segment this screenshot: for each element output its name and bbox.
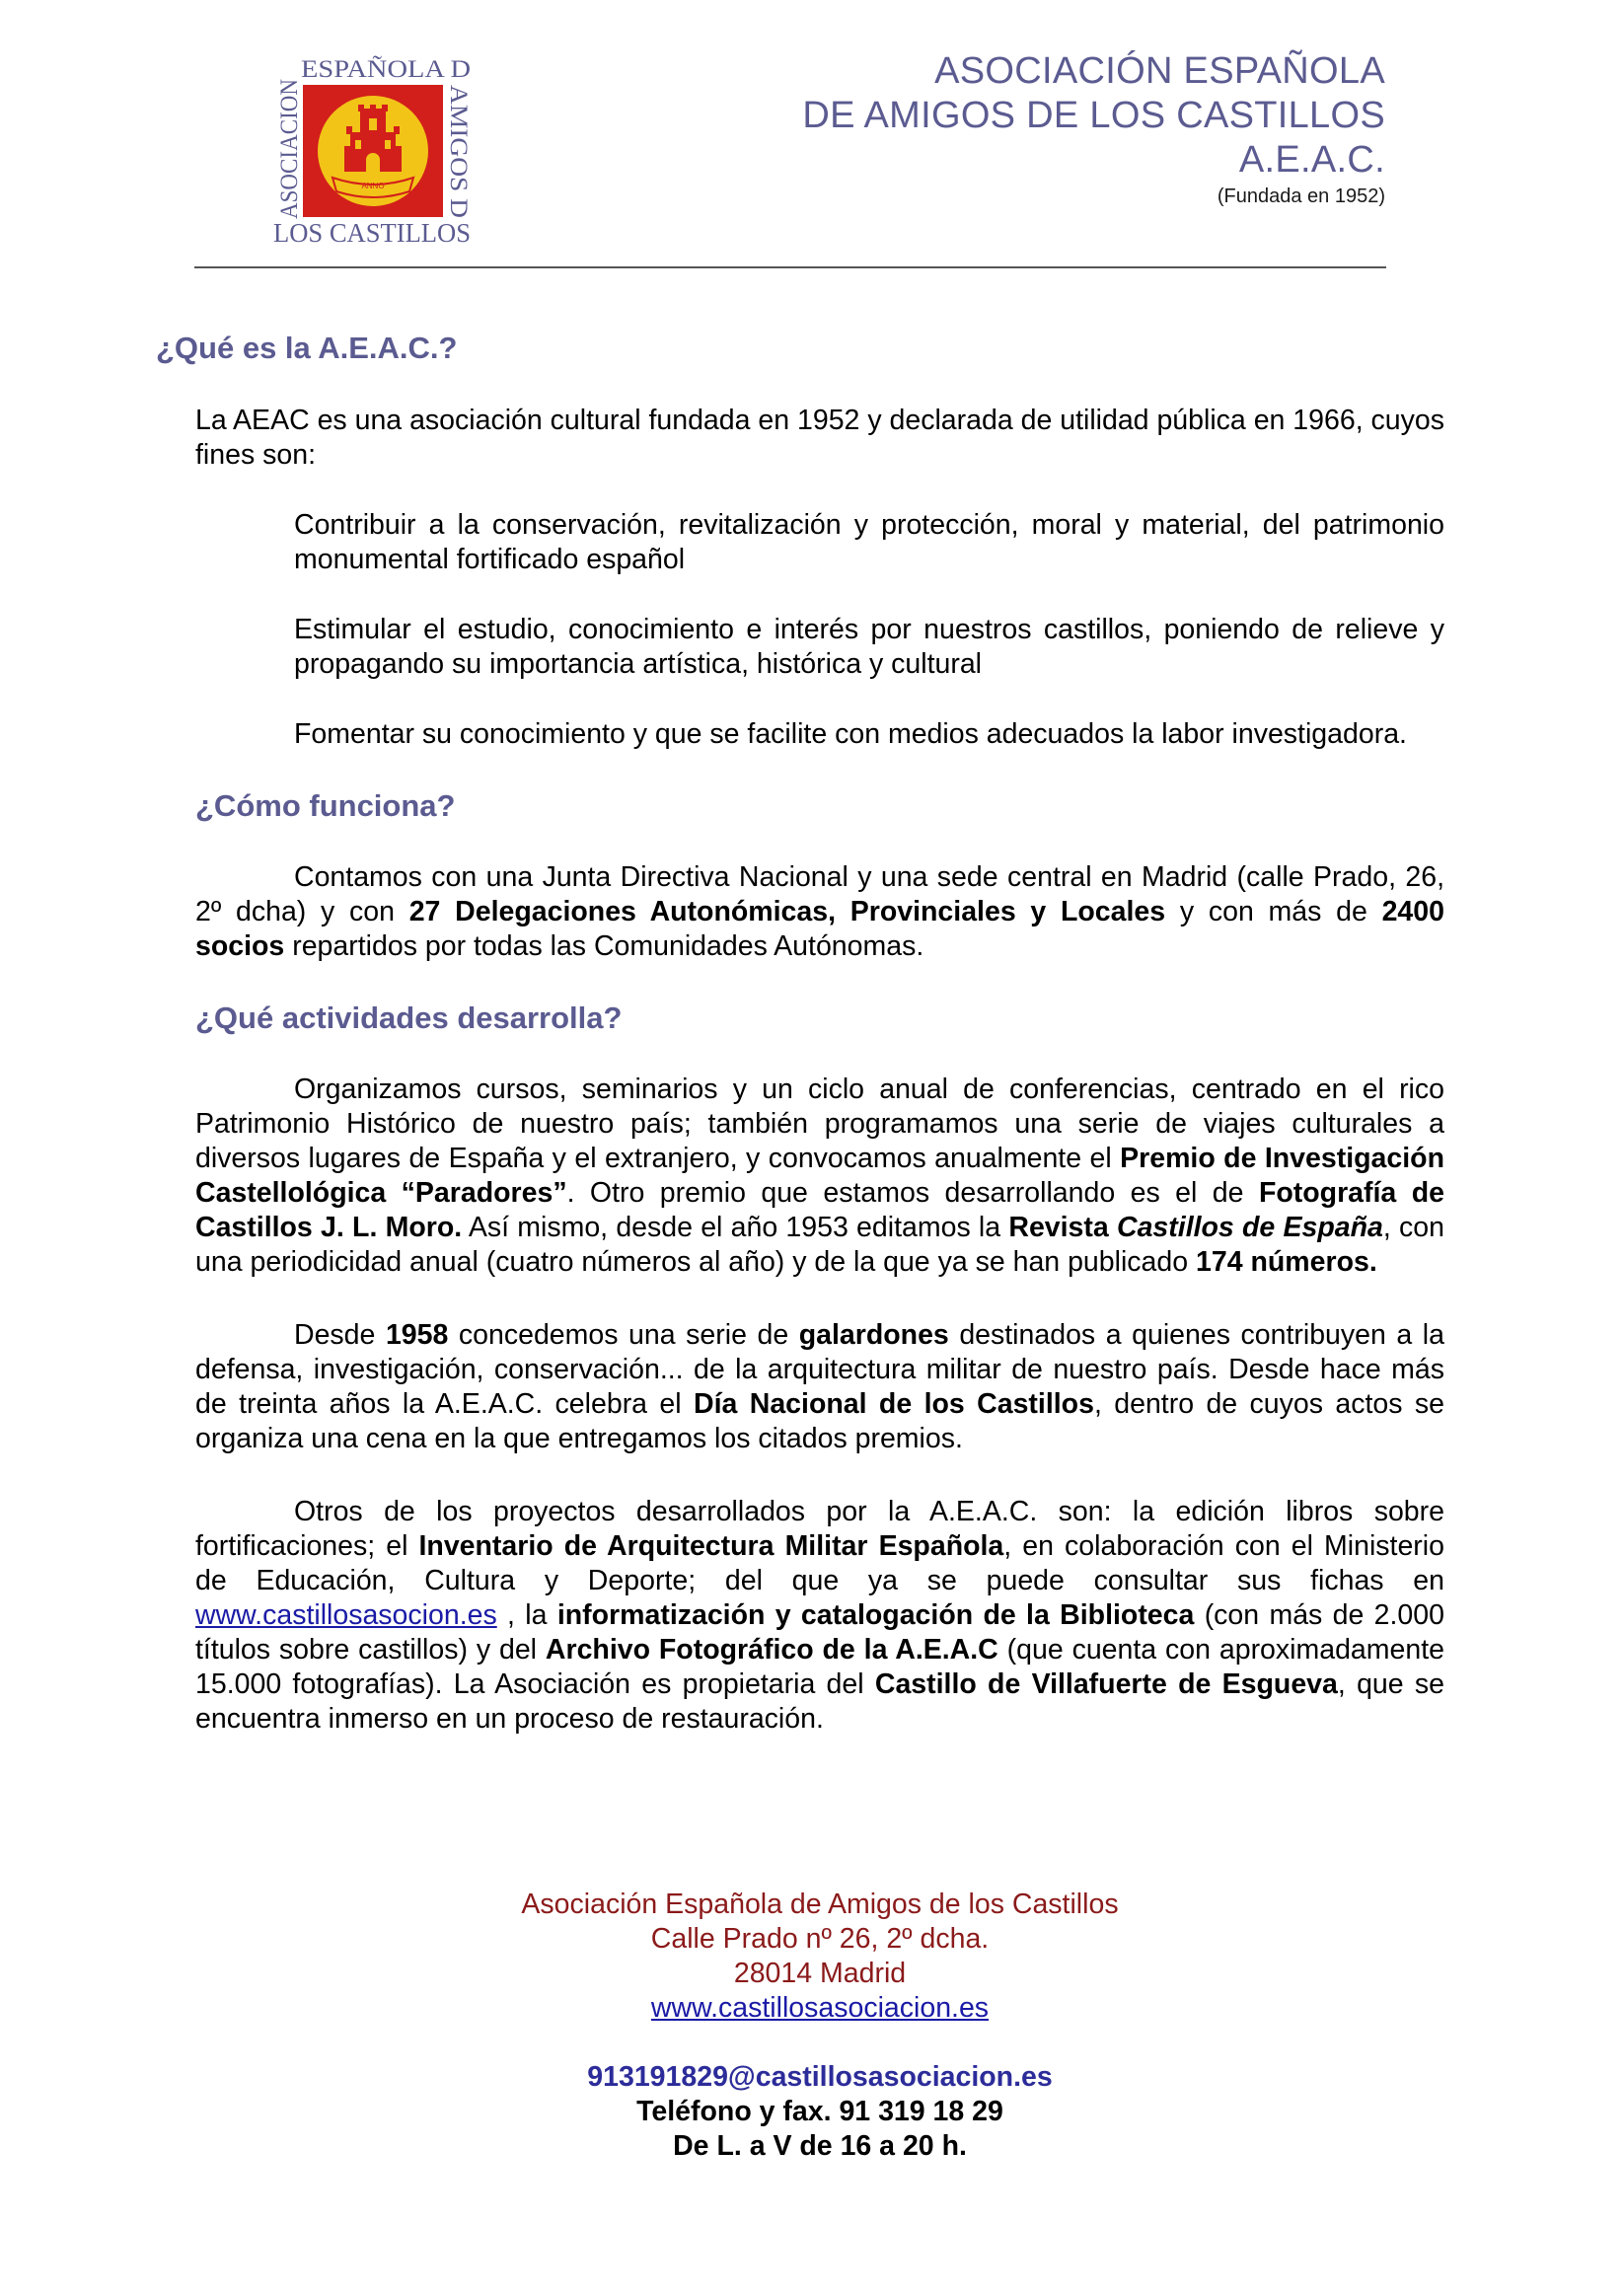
section-heading-activities: ¿Qué actividades desarrolla? bbox=[195, 1000, 623, 1035]
activities-paragraph-3: Otros de los proyectos desarrollados por la A.E.A.C. son: la edición libros sobre fortificaciones; el Inventario de Arquitectura Militar Española, en colaboración con el Ministerio de Educación, Cultura y Deporte; del que ya se puede consultar sus fichas en www.castillosasocion.es , la informatización y catalogación de la Biblioteca (con más de 2.000 títulos sobre castillos) y del Archivo Fotográfico de la A.E.A.C (que cuenta con aproximadamente 15.000 fotografías). La Asociación es propietaria del Castillo de Villafuerte de Esgueva, que se encuentra inmerso en un proceso de restauración. bbox=[195, 1496, 1444, 1735]
how-it-works-paragraph: Contamos con una Junta Directiva Nacional y una sede central en Madrid (calle Prado, 26, 2º dcha) y con 27 Delegaciones Autonómicas, Provinciales y Locales y con más de 2400 socios repartidos por todas las Comunidades Autónomas. bbox=[195, 861, 1444, 962]
logo-text-top: ESPAÑOLA D bbox=[301, 56, 451, 83]
activities-paragraph-2: Desde 1958 concedemos una serie de galardones destinados a quienes contribuyen a la defensa, investigación, conservación... de la arquitectura militar de nuestro país. Desde hace más de treinta años la A.E.A.C. celebra el Día Nacional de los Castillos, dentro de cuyos actos se organiza una cena en la que entregamos los citados premios. bbox=[195, 1319, 1444, 1454]
aim-item-3: Fomentar su conocimiento y que se facilite con medios adecuados la labor investigadora. bbox=[294, 718, 1407, 750]
contact-email[interactable]: 913191829@castillosasociacion.es bbox=[587, 2061, 1053, 2093]
contact-city: 28014 Madrid bbox=[733, 1958, 907, 1989]
contact-phone: Teléfono y fax. 91 319 18 29 bbox=[636, 2096, 1003, 2127]
section-heading-what-is: ¿Qué es la A.E.A.C.? bbox=[156, 331, 458, 365]
section-heading-how-it-works: ¿Cómo funciona? bbox=[195, 788, 456, 823]
header-line-2: DE AMIGOS DE LOS CASTILLOS bbox=[802, 95, 1385, 136]
contact-street: Calle Prado nº 26, 2º dcha. bbox=[650, 1923, 990, 1955]
header-line-1: ASOCIACIÓN ESPAÑOLA bbox=[934, 50, 1385, 92]
aeac-logo bbox=[271, 51, 474, 246]
header-divider bbox=[194, 266, 1386, 268]
contact-organization: Asociación Española de Amigos de los Castillos bbox=[521, 1889, 1119, 1920]
header-founded: (Fundada en 1952) bbox=[1217, 185, 1385, 207]
document-body bbox=[156, 329, 1445, 1737]
contact-website-link[interactable]: www.castillosasociacion.es bbox=[650, 1992, 990, 2024]
activities-paragraph-1: Organizamos cursos, seminarios y un ciclo anual de conferencias, centrado en el rico Patrimonio Histórico de nuestro país; también programamos una serie de viajes culturales a diversos lugares de España y el extranjero, y convocamos anualmente el Premio de Investigación Castellológica “Paradores”. Otro premio que estamos desarrollando es el de Fotografía de Castillos J. L. Moro. Así mismo, desde el año 1953 editamos la Revista Castillos de España, con una periodicidad anual (cuatro números al año) y de la que ya se han publicado 174 números. bbox=[195, 1074, 1445, 1278]
aim-item-2: Estimular el estudio, conocimiento e interés por nuestros castillos, poniendo de relieve y propagando su importancia artística, histórica y cultural bbox=[294, 614, 1444, 680]
logo-text-bottom: LOS CASTILLOS bbox=[273, 218, 471, 246]
contact-hours: De L. a V de 16 a 20 h. bbox=[673, 2130, 967, 2162]
inventory-website-link[interactable]: www.castillosasocion.es bbox=[195, 1599, 497, 1631]
contact-block bbox=[195, 1888, 1444, 2164]
organization-header bbox=[802, 49, 1385, 208]
logo-text-left: ASOCIACION bbox=[276, 66, 303, 219]
header-line-3: A.E.A.C. bbox=[1238, 139, 1385, 181]
logo-text-right: AMIGOS D bbox=[445, 85, 472, 206]
aeac-logo-svg bbox=[271, 51, 474, 246]
aim-item-1: Contribuir a la conservación, revitalización y protección, moral y material, del patrimonio monumental fortificado español bbox=[294, 509, 1444, 575]
logo-banner-text: ANNO bbox=[361, 182, 385, 190]
intro-paragraph: La AEAC es una asociación cultural fundada en 1952 y declarada de utilidad pública en 1966, cuyos fines son: bbox=[195, 405, 1444, 471]
